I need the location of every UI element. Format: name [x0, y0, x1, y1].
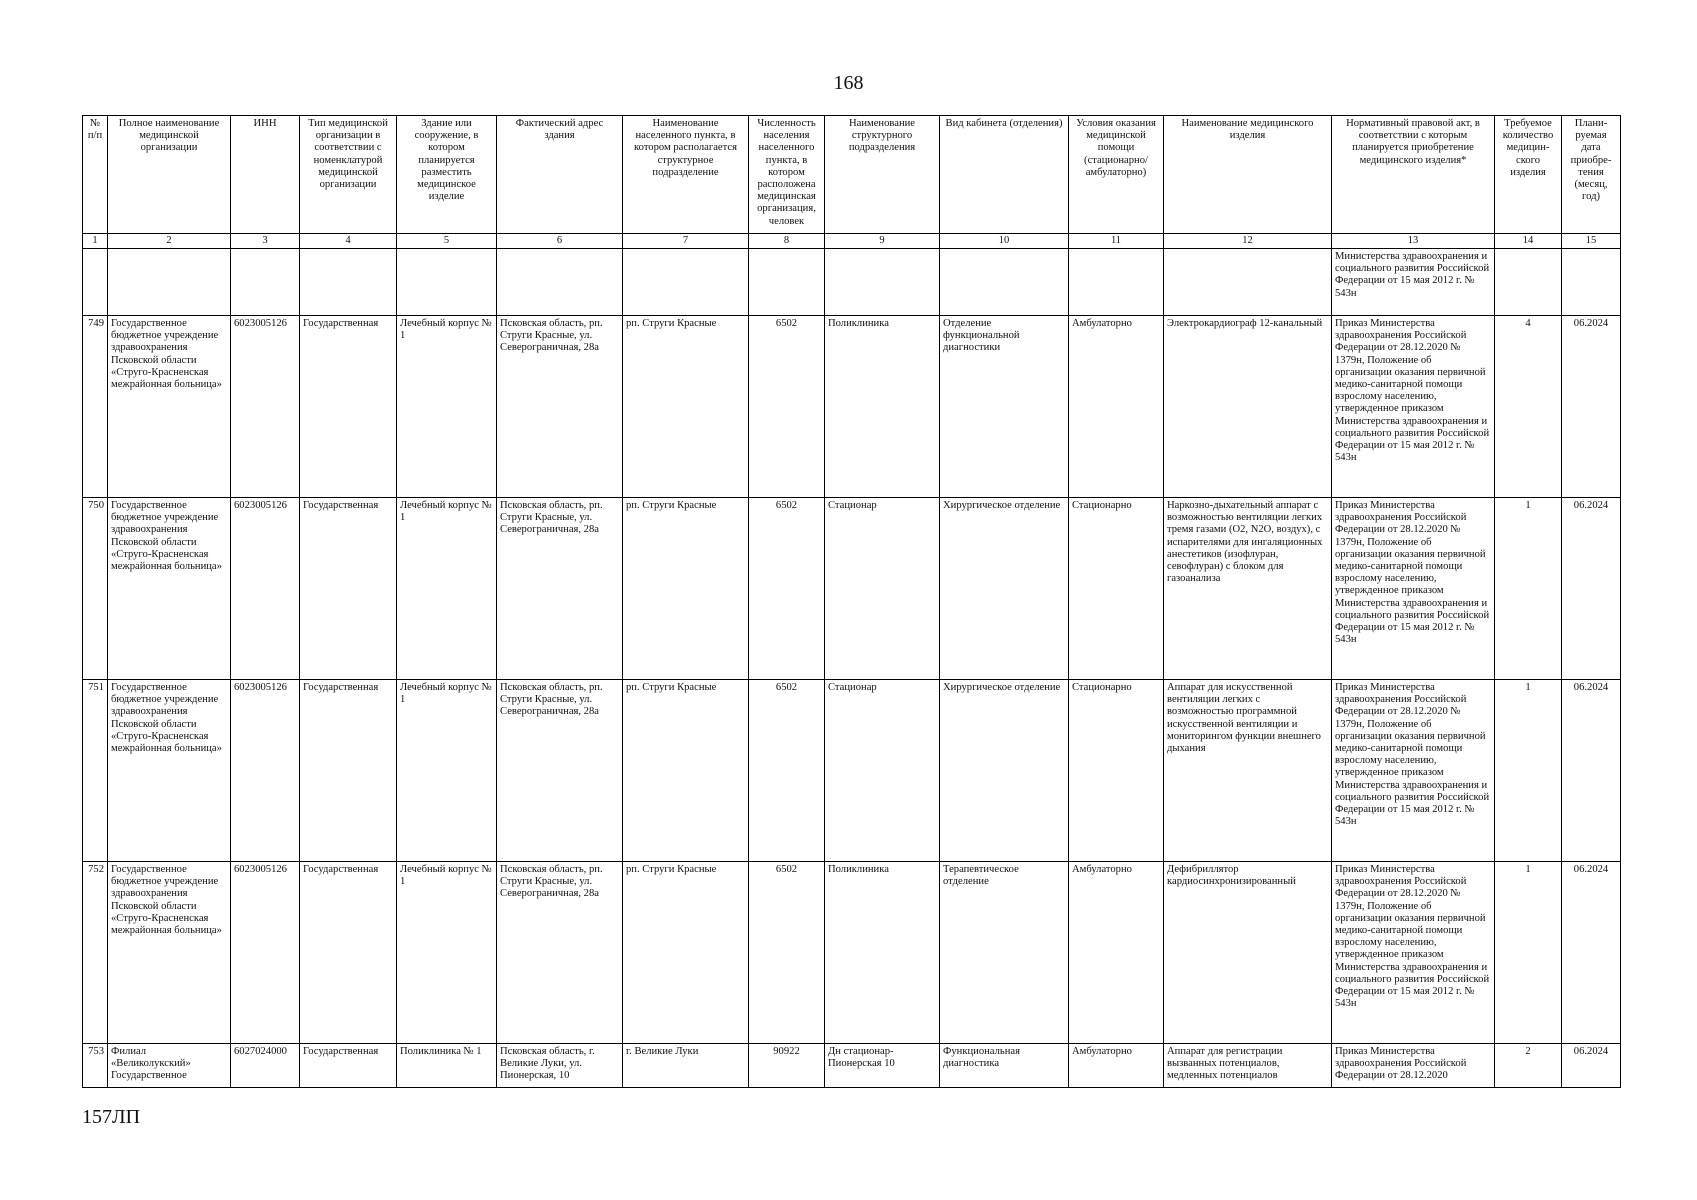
purchase-date: 06.2024 [1562, 316, 1621, 498]
settlement-cell: рп. Струги Красные [623, 680, 749, 862]
table-row [83, 498, 1621, 680]
address-cell: Псковская область, рп. Струги Красные, ул. Северограничная, 28а [497, 498, 623, 680]
column-number-row [83, 234, 1621, 249]
inn-cell: 6023005126 [231, 498, 300, 680]
device-name: Электрокардиограф 12-канальный [1164, 316, 1332, 498]
row-number: 749 [83, 316, 108, 498]
building-cell: Лечебный корпус № 1 [397, 680, 497, 862]
column-number: 13 [1332, 234, 1495, 249]
organization-name: Государственное бюджетное учреждение здравоохранения Псковской области «Струго-Красненская межрайонная больница» [108, 498, 231, 680]
address-cell: Псковская область, г. Великие Луки, ул. Пионерская, 10 [497, 1044, 623, 1088]
inn-cell: 6023005126 [231, 680, 300, 862]
device-name: Дефибриллятор кардиосинхронизированный [1164, 862, 1332, 1044]
row-number: 751 [83, 680, 108, 862]
continuation-row [83, 249, 1621, 316]
cabinet-cell: Отделение функциональной диагностики [940, 316, 1069, 498]
column-number: 6 [497, 234, 623, 249]
device-name: Наркозно-дыхательный аппарат с возможностью вентиляции легких тремя газами (О2, N2O, воздух), с испарителями для ингаляционных анестетиков (изофлуран, севофлуран) с блоком для газоанализа [1164, 498, 1332, 680]
population-cell: 6502 [749, 680, 825, 862]
column-header: Требуемое количество медицин-ского изделия [1495, 116, 1562, 234]
quantity-cell: 1 [1495, 680, 1562, 862]
building-cell: Лечебный корпус № 1 [397, 498, 497, 680]
population-cell: 6502 [749, 862, 825, 1044]
column-number: 15 [1562, 234, 1621, 249]
unit-cell: Поликлиника [825, 316, 940, 498]
column-header: Нормативный правовой акт, в соответствии с которым планируется приобретение медицинского изделия* [1332, 116, 1495, 234]
column-number: 12 [1164, 234, 1332, 249]
column-number: 4 [300, 234, 397, 249]
building-cell: Лечебный корпус № 1 [397, 316, 497, 498]
column-header: № п/п [83, 116, 108, 234]
column-number: 5 [397, 234, 497, 249]
organization-type: Государственная [300, 862, 397, 1044]
normative-act-continuation: Министерства здравоохранения и социального развития Российской Федерации от 15 мая 2012 г. № 543н [1332, 249, 1495, 316]
normative-act: Приказ Министерства здравоохранения Российской Федерации от 28.12.2020 № 1379н, Положение об организации оказания первичной медико-санитарной помощи взрослому населению, утвержденное приказом Министерства здравоохранения и социального развития Российской Федерации от 15 мая 2012 г. № 543н [1332, 862, 1495, 1044]
cabinet-cell: Функциональная диагностика [940, 1044, 1069, 1088]
column-header: ИНН [231, 116, 300, 234]
organization-type: Государственная [300, 680, 397, 862]
column-header: Вид кабинета (отделения) [940, 116, 1069, 234]
column-number: 14 [1495, 234, 1562, 249]
unit-cell: Поликлиника [825, 862, 940, 1044]
row-number: 750 [83, 498, 108, 680]
column-header: Плани-руемая дата приобре-тения (месяц, год) [1562, 116, 1621, 234]
column-header: Фактический адрес здания [497, 116, 623, 234]
conditions-cell: Стационарно [1069, 680, 1164, 862]
column-number: 10 [940, 234, 1069, 249]
row-number: 753 [83, 1044, 108, 1088]
column-header: Полное наименование медицинской организации [108, 116, 231, 234]
inn-cell: 6023005126 [231, 862, 300, 1044]
conditions-cell: Стационарно [1069, 498, 1164, 680]
unit-cell: Стационар [825, 680, 940, 862]
organization-type: Государственная [300, 316, 397, 498]
building-cell: Лечебный корпус № 1 [397, 862, 497, 1044]
organization-type: Государственная [300, 498, 397, 680]
organization-name: Государственное бюджетное учреждение здравоохранения Псковской области «Струго-Красненская межрайонная больница» [108, 680, 231, 862]
cabinet-cell: Хирургическое отделение [940, 498, 1069, 680]
column-header: Тип медицинской организации в соответствии с номенклатурой медицинской организации [300, 116, 397, 234]
inn-cell: 6027024000 [231, 1044, 300, 1088]
building-cell: Поликлиника № 1 [397, 1044, 497, 1088]
address-cell: Псковская область, рп. Струги Красные, ул. Северограничная, 28а [497, 316, 623, 498]
address-cell: Псковская область, рп. Струги Красные, ул. Северограничная, 28а [497, 680, 623, 862]
table-row [83, 1044, 1621, 1088]
address-cell: Псковская область, рп. Струги Красные, ул. Северограничная, 28а [497, 862, 623, 1044]
purchase-date: 06.2024 [1562, 498, 1621, 680]
column-number: 1 [83, 234, 108, 249]
column-header: Численность населения населенного пункта, в котором расположена медицинская организация, человек [749, 116, 825, 234]
conditions-cell: Амбулаторно [1069, 862, 1164, 1044]
table-body [83, 316, 1621, 1088]
purchase-date: 06.2024 [1562, 680, 1621, 862]
quantity-cell: 1 [1495, 862, 1562, 1044]
column-number: 11 [1069, 234, 1164, 249]
organization-name: Филиал «Великолукский» Государственное [108, 1044, 231, 1088]
column-number: 9 [825, 234, 940, 249]
column-number: 8 [749, 234, 825, 249]
device-name: Аппарат для регистрации вызванных потенциалов, медленных потенциалов [1164, 1044, 1332, 1088]
column-header: Условия оказания медицинской помощи (стационарно/ амбулаторно) [1069, 116, 1164, 234]
conditions-cell: Амбулаторно [1069, 316, 1164, 498]
unit-cell: Стационар [825, 498, 940, 680]
population-cell: 6502 [749, 498, 825, 680]
quantity-cell: 4 [1495, 316, 1562, 498]
organization-name: Государственное бюджетное учреждение здравоохранения Псковской области «Струго-Красненская межрайонная больница» [108, 862, 231, 1044]
page-number: 168 [833, 72, 864, 94]
column-header: Здание или сооружение, в котором планируется разместить медицинское изделие [397, 116, 497, 234]
normative-act: Приказ Министерства здравоохранения Российской Федерации от 28.12.2020 № 1379н, Положение об организации оказания первичной медико-санитарной помощи взрослому населению, утвержденное приказом Министерства здравоохранения и социального развития Российской Федерации от 15 мая 2012 г. № 543н [1332, 316, 1495, 498]
quantity-cell: 2 [1495, 1044, 1562, 1088]
purchase-date: 06.2024 [1562, 1044, 1621, 1088]
settlement-cell: рп. Струги Красные [623, 316, 749, 498]
column-number: 7 [623, 234, 749, 249]
column-header: Наименование населенного пункта, в котором располагается структурное подразделение [623, 116, 749, 234]
quantity-cell: 1 [1495, 498, 1562, 680]
table-row [83, 680, 1621, 862]
population-cell: 90922 [749, 1044, 825, 1088]
purchase-date: 06.2024 [1562, 862, 1621, 1044]
cabinet-cell: Терапевтическое отделение [940, 862, 1069, 1044]
organization-type: Государственная [300, 1044, 397, 1088]
column-number: 3 [231, 234, 300, 249]
column-header: Наименование структурного подразделения [825, 116, 940, 234]
cabinet-cell: Хирургическое отделение [940, 680, 1069, 862]
table-row [83, 862, 1621, 1044]
normative-act: Приказ Министерства здравоохранения Российской Федерации от 28.12.2020 № 1379н, Положение об организации оказания первичной медико-санитарной помощи взрослому населению, утвержденное приказом Министерства здравоохранения и социального развития Российской Федерации от 15 мая 2012 г. № 543н [1332, 680, 1495, 862]
population-cell: 6502 [749, 316, 825, 498]
row-number: 752 [83, 862, 108, 1044]
unit-cell: Дн стационар-Пионерская 10 [825, 1044, 940, 1088]
normative-act: Приказ Министерства здравоохранения Российской Федерации от 28.12.2020 № 1379н, Положение об организации оказания первичной медико-санитарной помощи взрослому населению, утвержденное приказом Министерства здравоохранения и социального развития Российской Федерации от 15 мая 2012 г. № 543н [1332, 498, 1495, 680]
column-header: Наименование медицинского изделия [1164, 116, 1332, 234]
settlement-cell: рп. Струги Красные [623, 862, 749, 1044]
conditions-cell: Амбулаторно [1069, 1044, 1164, 1088]
settlement-cell: рп. Струги Красные [623, 498, 749, 680]
device-name: Аппарат для искусственной вентиляции легких с возможностью программной искусственной вентиляции и мониторингом функции внешнего дыхания [1164, 680, 1332, 862]
column-number: 2 [108, 234, 231, 249]
equipment-table [82, 115, 1621, 1088]
organization-name: Государственное бюджетное учреждение здравоохранения Псковской области «Струго-Красненская межрайонная больница» [108, 316, 231, 498]
footer-code: 157ЛП [82, 1106, 141, 1128]
table-row [83, 316, 1621, 498]
settlement-cell: г. Великие Луки [623, 1044, 749, 1088]
normative-act: Приказ Министерства здравоохранения Российской Федерации от 28.12.2020 [1332, 1044, 1495, 1088]
inn-cell: 6023005126 [231, 316, 300, 498]
header-row [83, 116, 1621, 234]
